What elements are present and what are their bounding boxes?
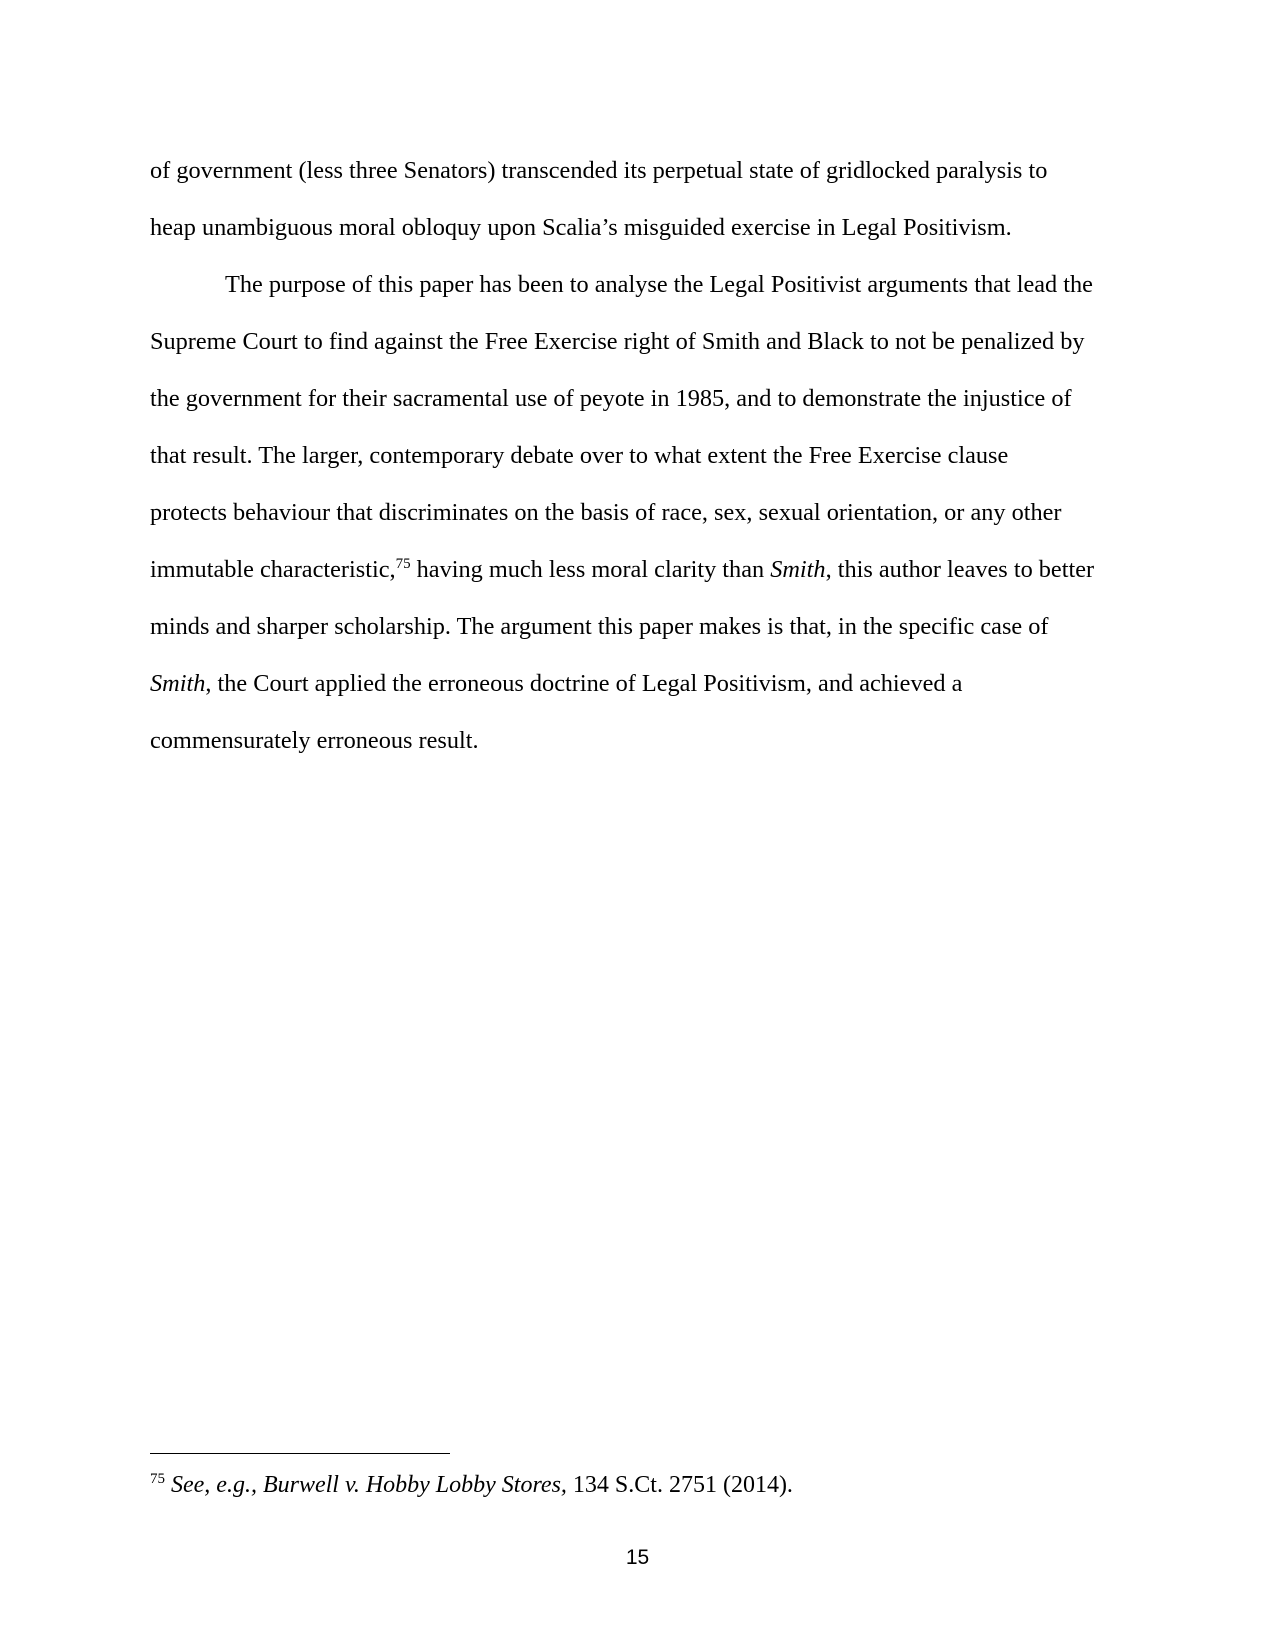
paragraph-line: minds and sharper scholarship. The argument this paper makes is that, in the specific case of <box>150 613 1049 640</box>
paragraph-line: heap unambiguous moral obloquy upon Scalia’s misguided exercise in Legal Positivism. <box>150 214 1012 241</box>
footnote-citation-italic: See, e.g., Burwell v. Hobby Lobby Stores, <box>165 1472 567 1498</box>
paragraph-line: protects behaviour that discriminates on the basis of race, sex, sexual orientation, or any other <box>150 499 1062 526</box>
paragraph-line: The purpose of this paper has been to analyse the Legal Positivist arguments that lead the <box>225 271 1093 298</box>
paragraph-line <box>150 655 1130 712</box>
footnote <box>150 1470 1130 1500</box>
paragraph-line: that result. The larger, contemporary debate over to what extent the Free Exercise clause <box>150 442 1009 469</box>
footnote-separator <box>150 1453 450 1454</box>
paragraph-line: Supreme Court to find against the Free Exercise right of Smith and Black to not be penalized by <box>150 328 1085 355</box>
text-run: , the Court applied the erroneous doctrine of Legal Positivism, and achieved a <box>205 670 963 697</box>
case-name: Smith <box>770 556 826 583</box>
paragraph-line <box>150 541 1130 598</box>
text-run: , this author leaves to better <box>825 556 1095 583</box>
page-number: 15 <box>625 1546 650 1569</box>
paragraph-line: commensurately erroneous result. <box>150 727 479 754</box>
footnote-reference[interactable]: 75 <box>395 556 411 572</box>
case-name: Smith <box>150 670 206 697</box>
text-run: having much less moral clarity than <box>410 556 771 583</box>
text-run: immutable characteristic, <box>150 556 396 583</box>
footnote-number: 75 <box>150 1471 165 1487</box>
paragraph-line: of government (less three Senators) transcended its perpetual state of gridlocked paralysis to <box>150 157 1048 184</box>
footnote-citation: 134 S.Ct. 2751 (2014). <box>566 1472 793 1498</box>
paragraph-line: the government for their sacramental use of peyote in 1985, and to demonstrate the injustice of <box>150 385 1072 412</box>
body-text <box>150 142 1130 769</box>
